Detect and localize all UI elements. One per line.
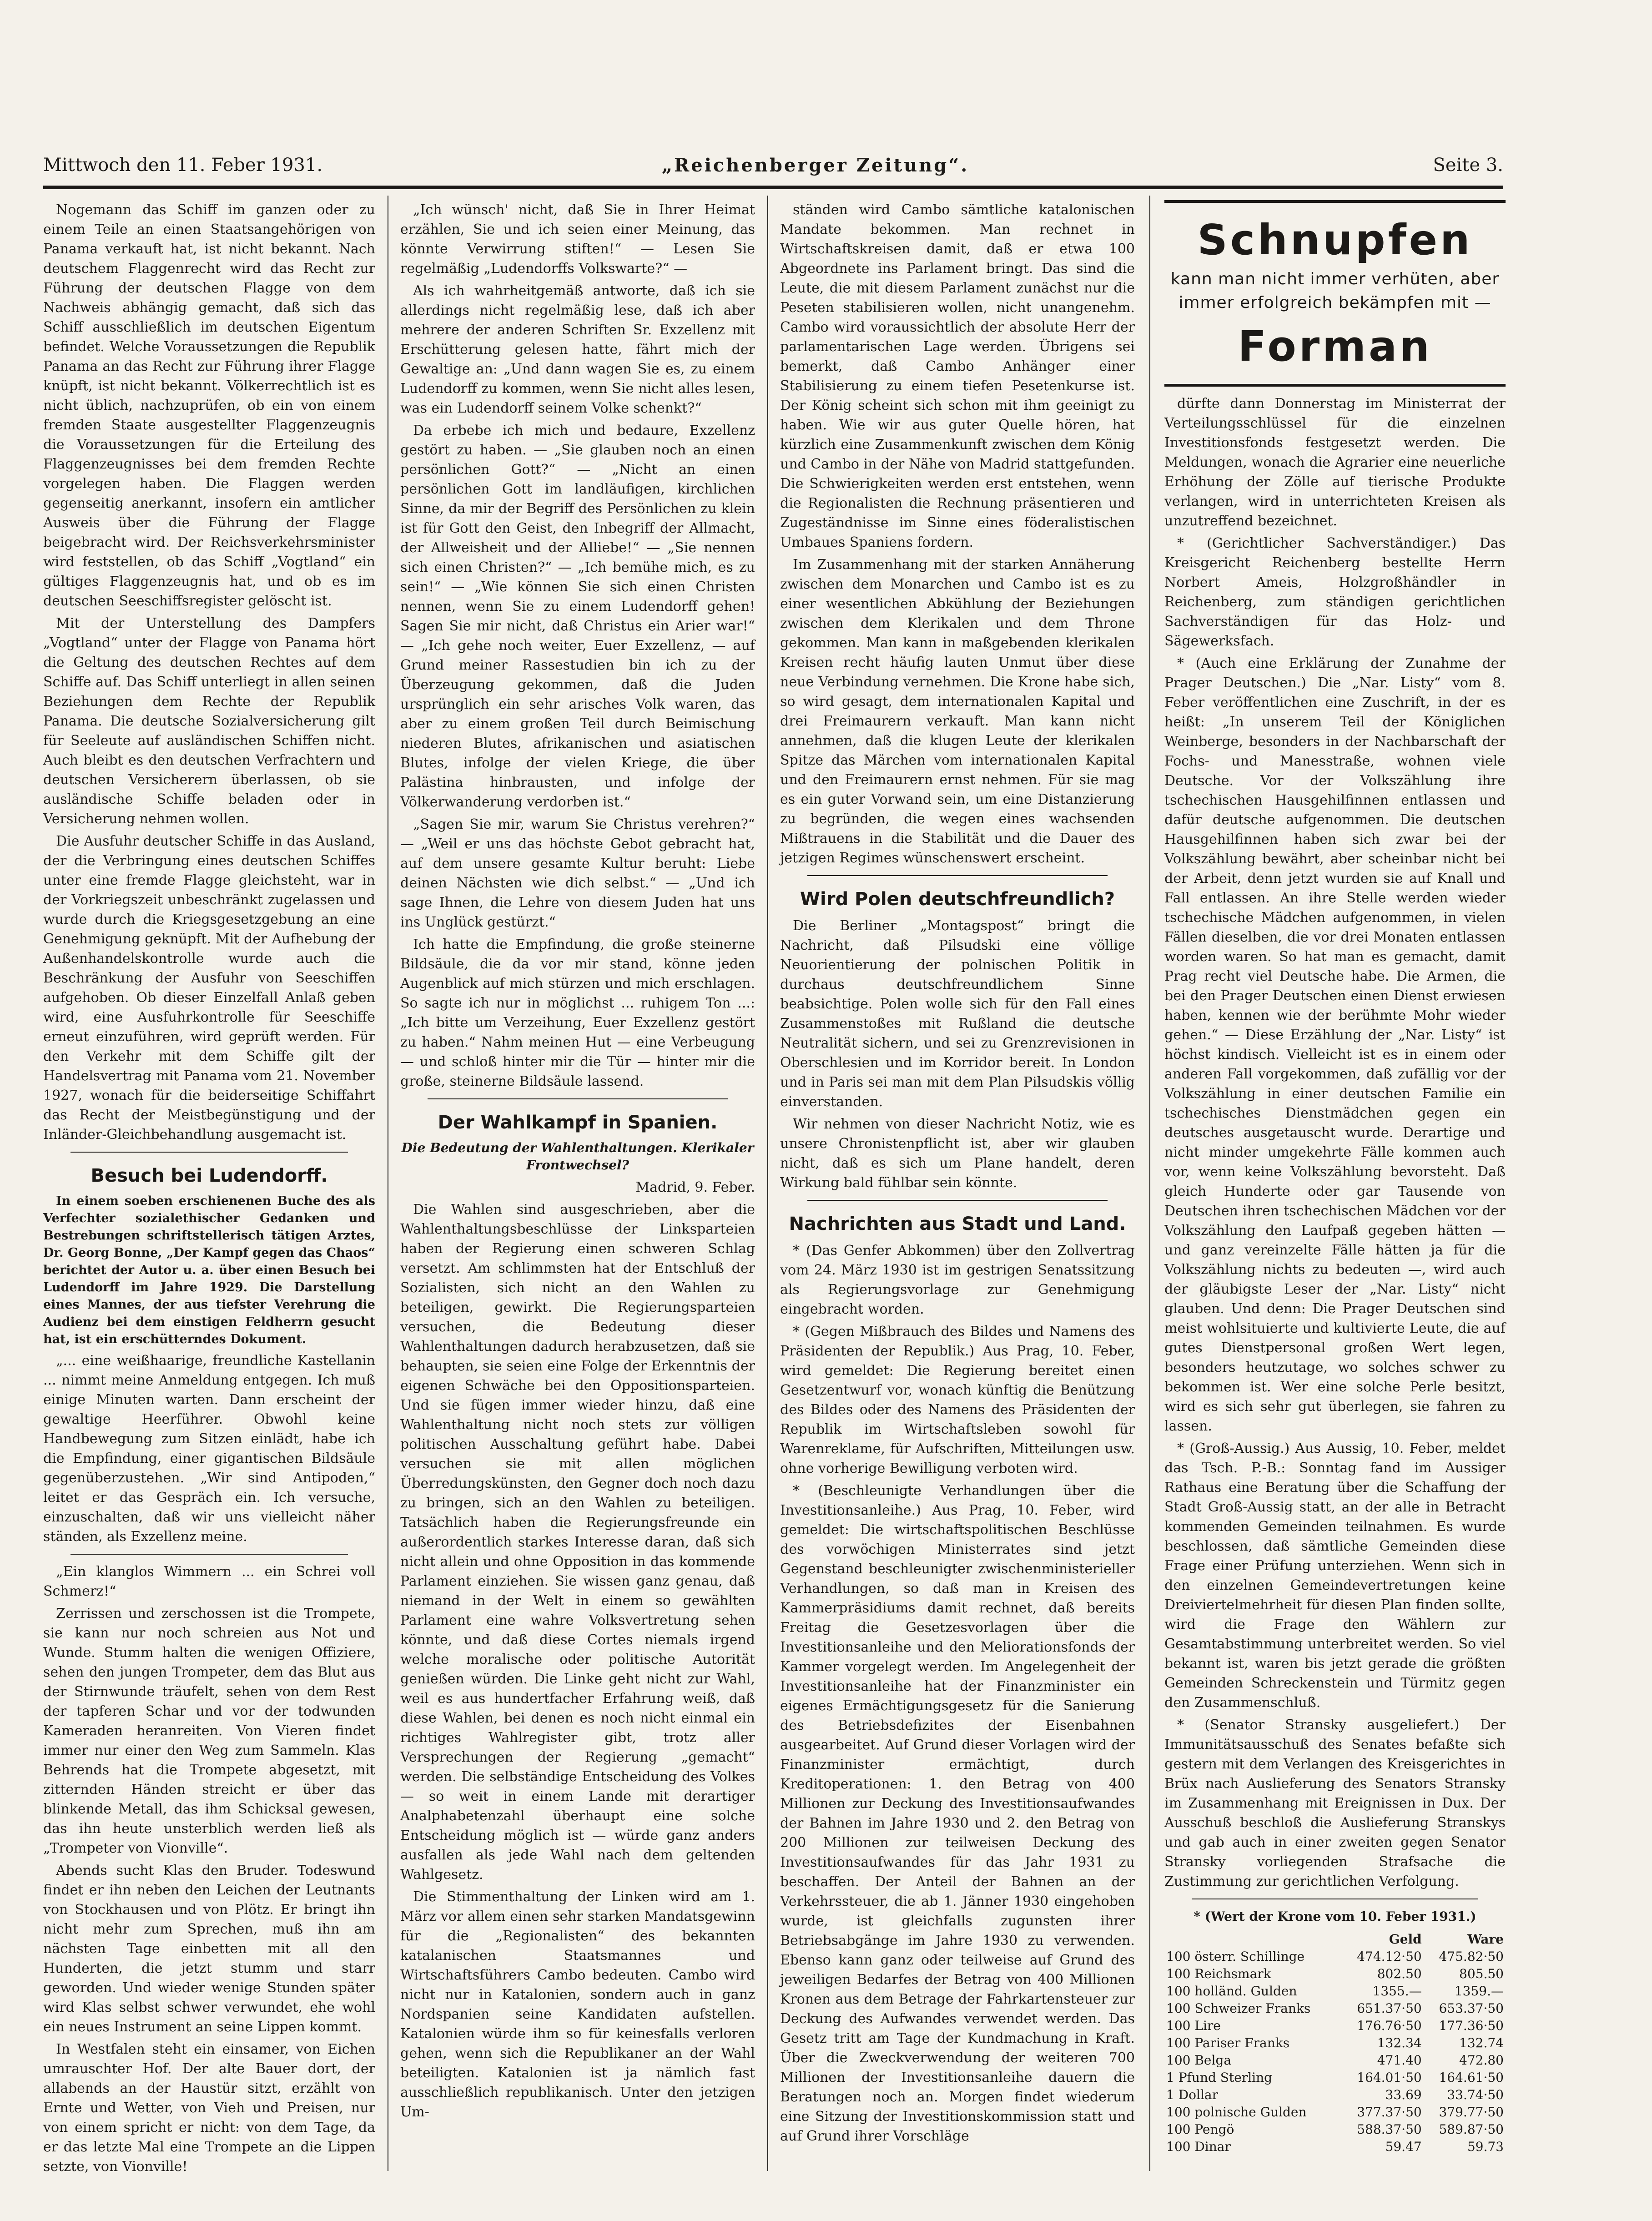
article-paragraph: ständen wird Cambo sämtliche katalonischen Mandate bekommen. Man rechnet in Wirtschaftskreisen damit, daß er etwa 100 Abgeordnete ins Parlament bringt. Das sind die Leute, die mit diesem Parlament zunächst nur die Peseten stabilisieren wollen, nicht unangenehm. Cambo wird voraussichtlich der absolute Herr der parlamentarischen Lage werden. Übrigens sei bemerkt, daß Cambo Anhänger einer Stabilisierung zu einem tiefen Pesetenkurse ist. Der König scheint sich schon mit ihm geeinigt zu haben. Wie wir aus guter Quelle hören, hat kürzlich eine Zusammenkunft zwischen dem König und Cambo in der Nähe von Madrid stattgefunden. Die Schwierigkeiten werden erst entstehen, wenn die Regionalisten die Rechnung präsentieren und Zugeständnisse im Sinne eines föderalistischen Umbaues Spaniens fordern. [780,202,1135,550]
column-divider [767,196,768,2171]
news-item: * (Beschleunigte Verhandlungen über die Investitionsanleihe.) Aus Prag, 10. Feber, wird gemeldet: Die wirtschaftspolitischen Beschlüsse des vorwöchigen Ministerrates sind jetzt Gegenstand beschleunigter zwischenministerieller Verhandlungen, so daß man in Kreisen des Kammerpräsidiums damit rechnet, daß bereits Freitag die Gesetzesvorlagen über die Investitionsanleihe und den Meliorationsfonds der Kammer vorgelegt werden. Im Angelegenheit der Investitionsanleihe hat der Finanzminister ein eigenes Ermächtigungsgesetz für die Sanierung des Betriebsdefizites der Eisenbahnen ausgearbeitet. Auf Grund dieser Vorlagen wird der Finanzminister ermächtigt, durch Kreditoperationen: 1. den Betrag von 400 Millionen zur Deckung des Investitionsaufwandes der Bahnen im Jahre 1930 und 2. den Betrag von 200 Millionen zur teilweisen Deckung des Investitionsaufwandes für das Jahr 1931 zu beschaffen. Der Anteil der Bahnen an der Verkehrssteuer, die ab 1. Jänner 1930 eingehoben wurde, ist gleichfalls zugunsten ihrer Betriebsabgänge im Jahre 1930 zu verwenden. Ebenso kann ganz oder teilweise auf Grund des jeweiligen Bedarfes der Betrag von 400 Millionen Kronen aus dem Betrage der Fahrkartensteuer zur Deckung des Aufwandes verwendet werden. Das Gesetz tritt am Tage der Kundmachung in Kraft. Über die Zweckverwendung der weiteren 700 Millionen der Investitionsanleihe dauern die Beratungen noch an. Morgen findet wiederum eine Sitzung der Investitionskommission statt und auf Grund ihrer Vorschläge [780,1483,1135,2144]
article-separator [807,875,1108,876]
exchange-ware-cell: 177.36·50 [1439,2018,1504,2033]
exchange-ware-cell: 379.77·50 [1439,2105,1504,2120]
article-paragraph: „Sagen Sie mir, warum Sie Christus verehren?“ — „Weil er uns das höchste Gebot gebracht hat, auf dem unsere gesamte Kultur beruht: Liebe deinen Nächsten wie dich selbst.“ — „Und ich sage Ihnen, die Lehre von diesem Juden hat uns ins Unglück gestürzt.“ [400,816,755,930]
news-item: * (Gegen Mißbrauch des Bildes und Namens des Präsidenten der Republik.) Aus Prag, 10. Feber, wird gemeldet: Die Regierung bereitet einen Gesetzentwurf vor, wonach künftig die Benützung des Bildes oder des Namens des Präsidenten der Republik im Wirtschaftsleben sowohl für Warenreklame, für Aufschriften, Mitteilungen usw. ohne vorherige Bewilligung verboten wird. [780,1324,1135,1476]
dateline: Madrid, 9. Feber. [635,1179,755,1195]
table-row [1164,2069,1506,2086]
news-item: * (Groß-Aussig.) Aus Aussig, 10. Feber, meldet das Tsch. P.-B.: Sonntag fand im Aussiger Rathaus eine Beratung über die Schaffung der Stadt Groß-Aussig statt, an der alle in Betracht kommenden Gemeinden teilnahmen. Es wurde beschlossen, daß sämtliche Gemeinden diese Frage einer Prüfung unterziehen. Wenn sich in den einzelnen Gemeindevertretungen keine Dreiviertelmehrheit für diesen Plan finden sollte, wird die Frage den Wählern zur Gesamtabstimmung unterbreitet werden. So viel bekannt ist, waren bis jetzt gerade die größten Gemeinden Schreckenstein und Türmitz gegen den Zusammenschluß. [1164,1440,1506,1711]
table-row [1164,1948,1506,1965]
exchange-geld-cell: 588.37·50 [1357,2122,1422,2137]
article-paragraph: Im Zusammenhang mit der starken Annäherung zwischen dem Monarchen und Cambo ist es zu einer wesentlichen Abkühlung der Beziehungen zwischen dem Klerikalen und dem Throne gekommen. Man kann in maßgebenden klerikalen Kreisen recht häufig lauten Unmut über diese neue Verbindung vernehmen. Die Krone habe sich, so wird gesagt, dem internationalen Kapital und drei Freimaurern verkauft. Man kann nicht annehmen, daß die klugen Leute der klerikalen Spitze das Märchen vom internationalen Kapital und den Freimaurern ernst nehmen. Für sie mag es ein guter Vorwand sein, um eine Distanzierung zu begründen, die wegen eines wachsenden Mißtrauens in die Stabilität und die Dauer des jetzigen Regimes wünschenswert erscheint. [780,557,1135,866]
table-header-cell [1164,1931,1341,1948]
table-row [1164,2052,1506,2069]
exchange-rate-title: * (Wert der Krone vom 10. Feber 1931.) [1194,1909,1476,1924]
exchange-ware-cell: 59.73 [1467,2139,1504,2154]
header-rule [43,186,1503,189]
table-row [1164,2000,1506,2017]
table-row [1164,2104,1506,2121]
news-item: * (Das Genfer Abkommen) über den Zollvertrag vom 24. März 1930 ist im gestrigen Senatssitzung als Regierungsvorlage zur Genehmigung eingebracht worden. [780,1243,1135,1317]
exchange-ware-cell: 472.80 [1459,2053,1504,2068]
headline-spain: Der Wahlkampf in Spanien. [438,1112,718,1133]
exchange-geld-cell: 33.69 [1385,2087,1422,2102]
column-divider [1149,196,1150,2171]
table-row [1164,2017,1506,2035]
issue-date: Mittwoch den 11. Feber 1931. [43,155,323,176]
exchange-ware-cell: 1359.— [1454,1984,1504,1999]
exchange-unit-cell: 100 Pariser Franks [1166,2035,1290,2050]
article-paragraph: Abends sucht Klas den Bruder. Todeswund findet er ihn neben den Leichen der Leutnants von Stockhausen und von Plötz. Er bringt ihn nicht mehr zum Sprechen, muß ihn am nächsten Tage einbetten mit all den Hunderten, die jetzt stumm und starr geworden. Und wieder wenige Stunden später wird Klas selbst schwer verwundet, ehe wohl ein neues Instrument an seine Lippen kommt. [43,1863,375,2035]
exchange-unit-cell: 100 Schweizer Franks [1166,2001,1311,2016]
article-paragraph: Nogemann das Schiff im ganzen oder zu einem Teile an einen Staatsangehörigen von Panama verkauft hat, ist nicht bekannt. Nach deutschem Flaggenrecht wird das Recht zur Führung der deutschen Flagge von dem Nachweis abhängig gemacht, daß sich das Schiff ausschließlich im deutschen Eigentum befindet. Welche Voraussetzungen die Republik Panama an das Recht zur Führung ihrer Flagge knüpft, ist nicht bekannt. Völkerrechtlich ist es nicht üblich, nachzuprüfen, ob ein von einem fremden Staate ausgestellter Flaggenzeugnis die Voraussetzungen für die Erteilung des Flaggenzeugnisses bei dem fremden Rechte vorgelegen haben. Die Flaggen werden gegenseitig anerkannt, insofern ein amtlicher Ausweis über die Führung der Flagge beigebracht wird. Der Reichsverkehrsminister wird feststellen, ob das Schiff „Vogtland“ ein gültiges Flaggenzeugnis hat, und ob es im deutschen Seeschiffsregister gelöscht ist. [43,202,375,609]
article-separator [428,1098,728,1099]
exchange-unit-cell: 100 Pengö [1166,2122,1234,2137]
article-paragraph: Mit der Unterstellung des Dampfers „Vogtland“ unter der Flagge von Panama hört die Geltung des deutschen Rechtes auf dem Schiffe auf. Das Schiff unterliegt in allen seinen Beziehungen dem Rechte der Republik Panama. Die deutsche Sozialversicherung gilt für Seeleute auf ausländischen Schiffen nicht. Auch bleibt es den deutschen Verfrachtern und deutschen Versicherern überlassen, ob sie ausländische Schiffe beladen oder in Versicherung nehmen wollen. [43,615,375,827]
table-row [1164,2086,1506,2104]
exchange-unit-cell: 100 polnische Gulden [1166,2105,1307,2120]
exchange-unit-cell: 100 Lire [1166,2018,1221,2033]
exchange-geld-cell: 59.47 [1385,2139,1422,2154]
column-2 [400,200,755,2166]
article-paragraph: „... eine weißhaarige, freundliche Kastellanin ... nimmt meine Anmeldung entgegen. Ich muß einige Minuten warten. Dann erscheint der gewaltige Heerführer. Obwohl keine Handbewegung zum Sitzen einlädt, habe ich die Empfindung, einer gigantischen Bildsäule gegenüberzustehen. „Wir sind Antipoden,“ leitet er das Gespräch ein. Ich versuche, einzuschalten, daß wir uns vielleicht näher ständen, als Exzellenz meine. [43,1353,375,1545]
subheadline-spain: Die Bedeutung der Wahlenthaltungen. Klerikaler Frontwechsel? [401,1140,754,1173]
column-1 [43,200,375,2175]
article-paragraph: Die Berliner „Montagspost“ bringt die Nachricht, daß Pilsudski eine völlige Neuorientierung der polnischen Politik in durchaus deutschfreundlichem Sinne beabsichtige. Polen wolle sich für den Fall eines Zusammenstoßes mit Rußland die deutsche Neutralität sichern, und sei zu Grenzrevisionen in Oberschlesien und im Korridor bereit. In London und in Paris sei man mit dem Plan Pilsudskis völlig einverstanden. [780,918,1135,1110]
ad-line: immer erfolgreich bekämpfen mit — [1179,293,1491,312]
table-row [1164,2138,1506,2156]
exchange-unit-cell: 100 österr. Schillinge [1166,1949,1305,1964]
table-row [1164,2035,1506,2052]
article-paragraph: Die Wahlen sind ausgeschrieben, aber die Wahlenthaltungsbeschlüsse der Linksparteien haben der Regierung einen schweren Schlag versetzt. Am schlimmsten hat der Entschluß der Sozialisten, sich nicht an den Wahlen zu beteiligen, gewirkt. Die Regierungsparteien versuchen, die Bedeutung dieser Wahlenthaltungen dadurch herabzusetzen, daß sie behaupten, sie seien eine Folge der Erkenntnis der eigenen Schwäche bei den Oppositionsparteien. Und sie fügen immer wieder hinzu, daß eine Wahlenthaltung nicht noch stets zur völligen politischen Ausschaltung geführt habe. Dabei versuchen sie mit allen möglichen Überredungskünsten, den Gegner doch noch dazu zu bringen, sich an den Wahlen zu beteiligen. Tatsächlich haben die Regierungsfreunde ein außerordentlich starkes Interesse daran, daß sich nicht allein und ohne Opposition in das kommende Parlament einziehen. Sie wissen ganz genau, daß niemand in der Welt in einem so gewählten Parlament eine wahre Volksvertretung sehen könnte, und daß diese Cortes niemals irgend welche moralische oder politische Autorität genießen würden. Die Linke geht nicht zur Wahl, weil es aus hundertfacher Erfahrung weiß, daß diese Wahlen, bei denen es noch nicht einmal ein richtiges Wahlregister gibt, trotz aller Versprechungen der Regierung „gemacht“ werden. Die selbständige Entscheidung des Volkes — so weit in einem Lande mit derartiger Analphabetenzahl überhaupt eine solche Entscheidung möglich ist — würde ganz anders ausfallen als jede Wahl nach dem geltenden Wahlgesetz. [400,1202,755,1883]
exchange-ware-cell: 805.50 [1459,1966,1504,1981]
exchange-rate-table [1164,1931,1506,2156]
exchange-geld-cell: 132.34 [1377,2035,1422,2050]
article-paragraph: Da erbebe ich mich und bedaure, Exzellenz gestört zu haben. — „Sie glauben noch an einen persönlichen Gott?“ — „Nicht an einen persönlichen Gott im landläufigen, kirchlichen Sinne, da mir der Begriff des Persönlichen zu klein ist für Gott den Geist, den Inbegriff der Allmacht, der Allweisheit und der Alliebe!“ — „Sie nennen sich einen Christen?“ — „Ich bemühe mich, es zu sein!“ — „Wie können Sie sich einen Christen nennen, wenn Sie zu einem Ludendorff gehen! Sagen Sie mir nicht, daß Christus ein Arier war!“ — „Ich gehe noch weiter, Euer Exzellenz, — auf Grund meiner Rassestudien bin ich zu der Überzeugung gekommen, daß die Juden ursprünglich ein sehr arisches Volk waren, das aber zu einem großen Teil durch Beimischung niederen Blutes, afrikanischen und asiatischen Blutes, infolge der vielen Kriege, die über Palästina hinbrausten, und infolge der Völkerwanderung verdorben ist.“ [400,423,755,810]
table-row [1164,2121,1506,2138]
exchange-ware-cell: 589.87·50 [1439,2122,1504,2137]
exchange-ware-cell: 132.74 [1459,2035,1504,2050]
exchange-unit-cell: 100 Reichsmark [1166,1966,1271,1981]
exchange-ware-cell: 653.37·50 [1439,2001,1504,2016]
masthead: „Reichenberger Zeitung“. [662,155,969,176]
headline-local-news: Nachrichten aus Stadt und Land. [789,1214,1126,1234]
article-intro: In einem soeben erschienenen Buche des als Verfechter sozialethischer Gedanken und Bestrebungen schriftstellerisch tätigen Arztes, Dr. Georg Bonne, „Der Kampf gegen das Chaos“ berichtet der Autor u. a. über einen Besuch bei Ludendorff im Jahre 1929. Die Darstellung eines Mannes, der aus tiefster Verehrung die Audienz bei dem einstigen Feldherrn gesucht hat, ist ein erschütterndes Dokument. [43,1194,375,1346]
news-item: * (Gerichtlicher Sachverständiger.) Das Kreisgericht Reichenberg bestellte Herrn Norbert Ameis, Holzgroßhändler in Reichenberg, zum ständigen gerichtlichen Sachverständigen für das Holz- und Sägewerksfach. [1164,535,1506,649]
exchange-geld-cell: 1355.— [1372,1984,1422,1999]
exchange-ware-cell: 164.61·50 [1439,2070,1504,2085]
exchange-unit-cell: 1 Dollar [1166,2087,1219,2102]
exchange-unit-cell: 100 Belga [1166,2053,1232,2068]
article-paragraph: In Westfalen steht ein einsamer, von Eichen umrauschter Hof. Der alte Bauer dort, der allabends an der Haustür sitzt, erzählt von Ernte und Wetter, von Vieh und Preisen, nur von einem spricht er nicht: von dem Tage, da er das letzte Mal eine Trompete an die Lippen setzte, von Vionville! [43,2041,375,2175]
advertisement-forman [1164,200,1506,387]
exchange-geld-cell: 176.76·50 [1357,2018,1422,2033]
headline-poland: Wird Polen deutschfreundlich? [800,889,1115,910]
exchange-geld-cell: 164.01·50 [1357,2070,1422,2085]
page-header [43,155,1503,182]
ad-title: Schnupfen [1197,216,1473,264]
ad-line: kann man nicht immer verhüten, aber [1170,270,1500,288]
column-4 [1164,200,1506,2166]
news-item: * (Auch eine Erklärung der Zunahme der Prager Deutschen.) Die „Nar. Listy“ vom 8. Feber veröffentlichen eine Zuschrift, in der es heißt: „In unserem Teil der Königlichen Weinberge, besonders in der Nachbarschaft der Fochs- und Manesstraße, wohnen viele Deutsche. Vor der Volkszählung ihre tschechischen Hausgehilfinnen entlassen und dafür deutsche aufgenommen. Die deutschen Hausgehilfinnen haben sich zwar bei der Volkszählung bewährt, aber scheinbar nicht bei der Arbeit, denn jetzt wurden sie auf Knall und Fall entlassen. An ihre Stelle werden wieder tschechische Mädchen aufgenommen, in vielen Fällen dieselben, die vor drei Monaten entlassen worden waren. So hat man es gemacht, damit Prag recht viel Deutsche habe. Die Armen, die bei den Prager Deutschen einen Dienst erwiesen haben, kennen wie der berühmte Mohr wieder gehen.“ — Diese Erzählung der „Nar. Listy“ ist höchst kindisch. Vielleicht ist es in einem oder anderen Fall vorgekommen, daß zufällig vor der Volkszählung in einer deutschen Familie ein tschechisches Dienstmädchen gegen ein deutsches ausgetauscht wurde. Derartige und nicht minder umgekehrte Fälle kommen auch vor, wenn keine Volkszählung bevorsteht. Daß gleich Hunderte oder gar Tausende von Deutschen ihren tschechischen Mädchen vor der Volkszählung den Laufpaß gegeben hätten — und ganz vereinzelte Fälle hätten ja für die Volkszählung nichts zu bedeuten —, wird auch der gläubigste Leser der „Nar. Listy“ nicht glauben. Und denn: Die Prager Deutschen sind meist wohlsituierte und kultivierte Leute, die auf gutes Dienstpersonal großen Wert legen, besonders heutzutage, wo solches schwer zu bekommen ist. Wer eine solche Perle besitzt, wird es sich sehr gut überlegen, sie fahren zu lassen. [1164,655,1506,1434]
news-item: dürfte dann Donnerstag im Ministerrat der Verteilungsschlüssel für die einzelnen Investitionsfonds festgesetzt werden. Die Meldungen, wonach die Agrarier eine neuerliche Erhöhung der Zölle auf tierische Produkte verlangen, wird in unterrichteten Kreisen als unzutreffend bezeichnet. [1164,396,1506,529]
column-3 [780,200,1135,2166]
article-paragraph: Ich hatte die Empfindung, die große steinerne Bildsäule, die da vor mir stand, könne jeden Augenblick auf mich stürzen und mich erschlagen. So sagte ich nur in möglichst ... ruhigem Ton ...: „Ich bitte um Verzeihung, Euer Exzellenz gestört zu haben.“ Nahm meinen Hut — eine Verbeugung — und schloß hinter mir die Tür — hinter mir die große, steinerne Bildsäule lassend. [400,937,755,1089]
ad-brand: Forman [1238,322,1432,371]
article-separator [71,1554,348,1555]
exchange-unit-cell: 100 holländ. Gulden [1166,1984,1297,1999]
table-header-row [1164,1931,1506,1948]
article-separator [71,1152,348,1153]
page-number: Seite 3. [1433,155,1503,176]
exchange-unit-cell: 1 Pfund Sterling [1166,2070,1273,2085]
exchange-geld-cell: 474.12·50 [1357,1949,1422,1964]
article-paragraph: Die Stimmenthaltung der Linken wird am 1. März vor allem einen sehr starken Mandatsgewinn für die „Regionalisten“ des bekannten katalanischen Staatsmannes und Wirtschaftsführers Cambo bedeuten. Cambo wird nicht nur in Katalonien, sondern auch in ganz Nordspanien seine Kandidaten aufstellen. Katalonien würde ihm so für keinesfalls verloren gehen, wenn sich die Republikaner an der Wahl beteiligten. Katalonien ist ja nämlich fast ausschließlich republikanisch. Unter den jetzigen Um- [400,1889,755,2120]
news-item: * (Senator Stransky ausgeliefert.) Der Immunitätsausschuß des Senates befaßte sich gestern mit dem Verlangen des Kreisgerichtes in Brüx nach Auslieferung des Senators Stransky im Zusammenhang mit Ereignissen in Dux. Der Ausschuß beschloß die Auslieferung Stranskys und gab auch in einer zweiten gegen Senator Stransky vorliegenden Strafsache die Zustimmung zur gerichtlichen Verfolgung. [1164,1717,1506,1889]
table-header-cell: Ware [1467,1932,1504,1947]
exchange-rate-rows [1164,1948,1506,2156]
exchange-ware-cell: 33.74·50 [1447,2087,1504,2102]
article-separator [807,1200,1108,1201]
table-row [1164,1983,1506,2000]
headline-ludendorff: Besuch bei Ludendorff. [91,1165,328,1186]
exchange-ware-cell: 475.82·50 [1439,1949,1504,1964]
exchange-unit-cell: 100 Dinar [1166,2139,1231,2154]
article-paragraph: Zerrissen und zerschossen ist die Trompete, sie kann nur noch schreien aus Not und Wunde. Stumm halten die wenigen Offiziere, sehen den jungen Trompeter, dem das Blut aus der Stirnwunde träufelt, sehen von dem Rest der tapferen Schar und vor der todwunden Kameraden heranreiten. Von Vieren findet immer nur einer den Weg zum Sammeln. Klas Behrends hat die Trompete abgesetzt, mit zitternden Händen streicht er über das blinkende Metall, das ihm Schicksal gewesen, das ihn heute unsterblich werden ließ als „Trompeter von Vionville“. [43,1606,375,1856]
article-paragraph: Als ich wahrheitgemäß antworte, daß ich sie allerdings nicht regelmäßig lese, daß ich aber mehrere der anderen Schriften Sr. Exzellenz mit Erschütterung gelesen hatte, fährt mich der Gewaltige an: „Und dann wagen Sie es, zu einem Ludendorff zu kommen, wenn Sie nicht alles lesen, was ein Ludendorff seinem Volke schenkt?“ [400,283,755,416]
table-row [1164,1965,1506,1983]
exchange-geld-cell: 471.40 [1377,2053,1422,2068]
article-quote: „Ein klanglos Wimmern ... ein Schrei voll Schmerz!“ [43,1564,375,1599]
article-paragraph: Wir nehmen von dieser Nachricht Notiz, wie es unsere Chronistenpflicht ist, aber wir glauben nicht, daß es sich um Plane handelt, deren Wirkung bald fühlbar sein könnte. [780,1116,1135,1191]
article-paragraph: „Ich wünsch' nicht, daß Sie in Ihrer Heimat erzählen, Sie und ich seien einer Meinung, das könnte Verwirrung stiften!“ — Lesen Sie regelmäßig „Ludendorffs Volkswarte?“ — [400,202,755,277]
exchange-geld-cell: 651.37·50 [1357,2001,1422,2016]
article-paragraph: Die Ausfuhr deutscher Schiffe in das Ausland, der die Verbringung eines deutschen Schiffes unter eine fremde Flagge gleichsteht, war in der Vorkriegszeit unbeschränkt zugelassen und wurde durch die Kriegsgesetzgebung an eine Genehmigung geknüpft. Mit der Aufhebung der Außenhandelskontrolle wurde auch die Beschränkung der Ausfuhr von Seeschiffen aufgehoben. Ob dieser Einzelfall Anlaß geben wird, eine Ausfuhrkontrolle für Seeschiffe erneut einzuführen, wird geprüft werden. Für den Verkehr mit dem Schiffe gilt der Handelsvertrag mit Panama vom 21. November 1927, wonach für die beiderseitige Schiffahrt das Recht der Meistbegünstigung und der Inländer-Gleichbehandlung ausgemacht ist. [43,833,375,1143]
exchange-geld-cell: 802.50 [1377,1966,1422,1981]
exchange-geld-cell: 377.37·50 [1357,2105,1422,2120]
table-header-cell: Geld [1389,1932,1422,1947]
